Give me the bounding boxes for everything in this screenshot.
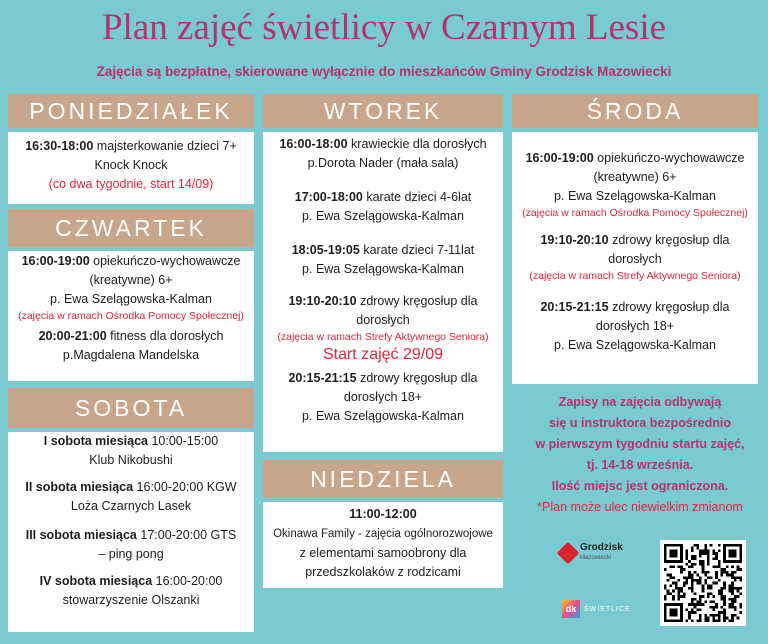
saturday-entry-1: [8, 432, 254, 470]
header-sunday: NIEDZIELA: [263, 460, 503, 498]
entry-line: dorosłych 18+: [595, 319, 675, 333]
tuesday-entry-4: [263, 292, 503, 365]
entry-line: z elementami samoobrony dla: [299, 546, 467, 560]
entry-line: p.Magdalena Mandelska: [62, 348, 200, 362]
entry-time: 16:00-18:00: [279, 137, 348, 151]
header-wednesday: ŚRODA: [512, 94, 758, 128]
entry-line: dorosłych: [356, 313, 410, 327]
monday-entry-1: [8, 137, 254, 194]
entry-line: Klub Nikobushi: [89, 453, 173, 467]
grodzisk-logo-sub: Mazowiecki: [580, 555, 612, 561]
entry-text: fitness dla dorosłych: [106, 329, 224, 343]
entry-note: (zajęcia w ramach Strefy Aktywnego Seniora): [529, 270, 741, 282]
entry-line: stowarzyszenie Olszanki: [62, 593, 200, 607]
saturday-entry-3: [8, 526, 254, 564]
entry-note: (zajęcia w ramach Strefy Aktywnego Seniora): [277, 331, 489, 343]
entry-text: zdrowy kręgosłup dla: [356, 371, 478, 385]
dk-logo-sub: ŚWIETLICE: [584, 605, 631, 613]
entry-text: karate dzieci 7-11lat: [359, 243, 475, 257]
info-line: się u instruktora bezpośrednio: [549, 416, 731, 430]
info-disclaimer: *Plan może ulec niewielkim zmianom: [537, 500, 743, 514]
entry-line: Okinawa Family - zajęcia ogólnorozwojowe: [273, 528, 493, 540]
entry-note: (zajęcia w ramach Ośrodka Pomocy Społecznej): [18, 310, 244, 322]
header-thursday: CZWARTEK: [8, 209, 254, 247]
tuesday-entry-1: [263, 135, 503, 173]
entry-time: IV sobota miesiąca: [39, 574, 153, 588]
entry-time: 20:00-21:00: [38, 329, 107, 343]
entry-line: (kreatywne) 6+: [593, 170, 677, 184]
entry-line: Loża Czarnych Lasek: [70, 499, 192, 513]
wednesday-entry-3: [512, 298, 758, 355]
entry-text: opiekuńczo-wychowawcze: [89, 254, 241, 268]
entry-text: zdrowy kręgosłup dla: [608, 233, 730, 247]
entry-text: 17:00-20:00 GTS: [136, 528, 237, 542]
grodzisk-mark-icon: [557, 542, 580, 565]
entry-time: 16:30-18:00: [25, 139, 94, 153]
entry-line: p. Ewa Szelągowska-Kalman: [302, 409, 464, 423]
entry-text: krawieckie dla dorosłych: [347, 137, 487, 151]
entry-time: 20:15-21:15: [288, 371, 357, 385]
tuesday-entry-5: [263, 369, 503, 426]
entry-text: 10:00-15:00: [148, 434, 219, 448]
entry-start-note: Start zajęć 29/09: [322, 346, 444, 363]
box-tuesday: [263, 132, 503, 452]
entry-time: II sobota miesiąca: [25, 480, 134, 494]
entry-line: p.Dorota Nader (mała sala): [307, 156, 459, 170]
entry-time: 20:15-21:15: [540, 300, 609, 314]
dk-logo: [562, 598, 632, 620]
saturday-entry-4: [8, 572, 254, 610]
entry-time: 18:05-19:05: [291, 243, 360, 257]
entry-time: 11:00-12:00: [349, 507, 417, 521]
entry-time: III sobota miesiąca: [25, 528, 137, 542]
entry-line: przedszkolaków z rodzicami: [305, 565, 461, 579]
enrollment-info: [512, 392, 768, 518]
entry-line: p. Ewa Szelągowska-Kalman: [554, 338, 716, 352]
header-tuesday: WTOREK: [263, 94, 503, 128]
box-monday: [8, 132, 254, 204]
saturday-entry-2: [8, 478, 254, 516]
entry-time: 16:00-19:00: [21, 254, 90, 268]
thursday-entry-2: [8, 327, 254, 365]
box-sunday: [263, 502, 503, 588]
info-line: tj. 14-18 września.: [586, 458, 694, 472]
box-saturday: [8, 432, 254, 632]
info-line: Ilość miejsc jest ograniczona.: [551, 479, 729, 493]
entry-text: opiekuńczo-wychowawcze: [593, 151, 745, 165]
entry-text: majsterkowanie dzieci 7+: [93, 139, 237, 153]
entry-line: p. Ewa Szelągowska-Kalman: [50, 292, 212, 306]
entry-note: (zajęcia w ramach Ośrodka Pomocy Społecznej): [522, 207, 748, 219]
dk-mark-icon: dk: [562, 600, 580, 618]
entry-time: I sobota miesiąca: [43, 434, 148, 448]
info-line: w pierwszym tygodniu startu zajęć,: [535, 437, 745, 451]
grodzisk-logo-text: Grodzisk: [580, 542, 623, 553]
entry-text: zdrowy kręgosłup dla: [608, 300, 730, 314]
info-line: Zapisy na zajęcia odbywają: [558, 395, 722, 409]
page-subtitle: Zajęcia są bezpłatne, skierowane wyłącznie do mieszkańców Gminy Grodzisk Mazowiecki: [96, 64, 672, 79]
entry-line: – ping pong: [98, 547, 164, 561]
wednesday-entry-1: [512, 149, 758, 221]
header-monday: PONIEDZIAŁEK: [8, 94, 254, 128]
tuesday-entry-2: [263, 188, 503, 226]
header-saturday: SOBOTA: [8, 388, 254, 428]
wednesday-entry-2: [512, 231, 758, 284]
entry-text: 16:00-20:00: [152, 574, 223, 588]
entry-note: (co dwa tygodnie, start 14/09): [48, 177, 214, 191]
sunday-entry-1: [263, 505, 503, 582]
box-thursday: [8, 251, 254, 381]
box-wednesday: [512, 132, 758, 384]
entry-time: 17:00-18:00: [294, 190, 363, 204]
entry-line: dorosłych: [608, 252, 662, 266]
entry-line: dorosłych 18+: [343, 390, 423, 404]
qr-code-icon[interactable]: [660, 540, 746, 626]
entry-line: p. Ewa Szelągowska-Kalman: [302, 209, 464, 223]
entry-line: Knock Knock: [94, 158, 168, 172]
entry-text: zdrowy kręgosłup dla: [356, 294, 478, 308]
entry-time: 19:10-20:10: [540, 233, 609, 247]
tuesday-entry-3: [263, 241, 503, 279]
entry-line: p. Ewa Szelągowska-Kalman: [554, 189, 716, 203]
entry-line: (kreatywne) 6+: [89, 273, 173, 287]
page-title: Plan zajęć świetlicy w Czarnym Lesie: [101, 7, 667, 48]
entry-time: 19:10-20:10: [288, 294, 357, 308]
entry-text: karate dzieci 4-6lat: [362, 190, 472, 204]
grodzisk-logo: [560, 540, 630, 566]
entry-time: 16:00-19:00: [525, 151, 594, 165]
entry-text: 16:00-20:00 KGW: [133, 480, 237, 494]
thursday-entry-1: [8, 252, 254, 324]
entry-line: p. Ewa Szelągowska-Kalman: [302, 262, 464, 276]
